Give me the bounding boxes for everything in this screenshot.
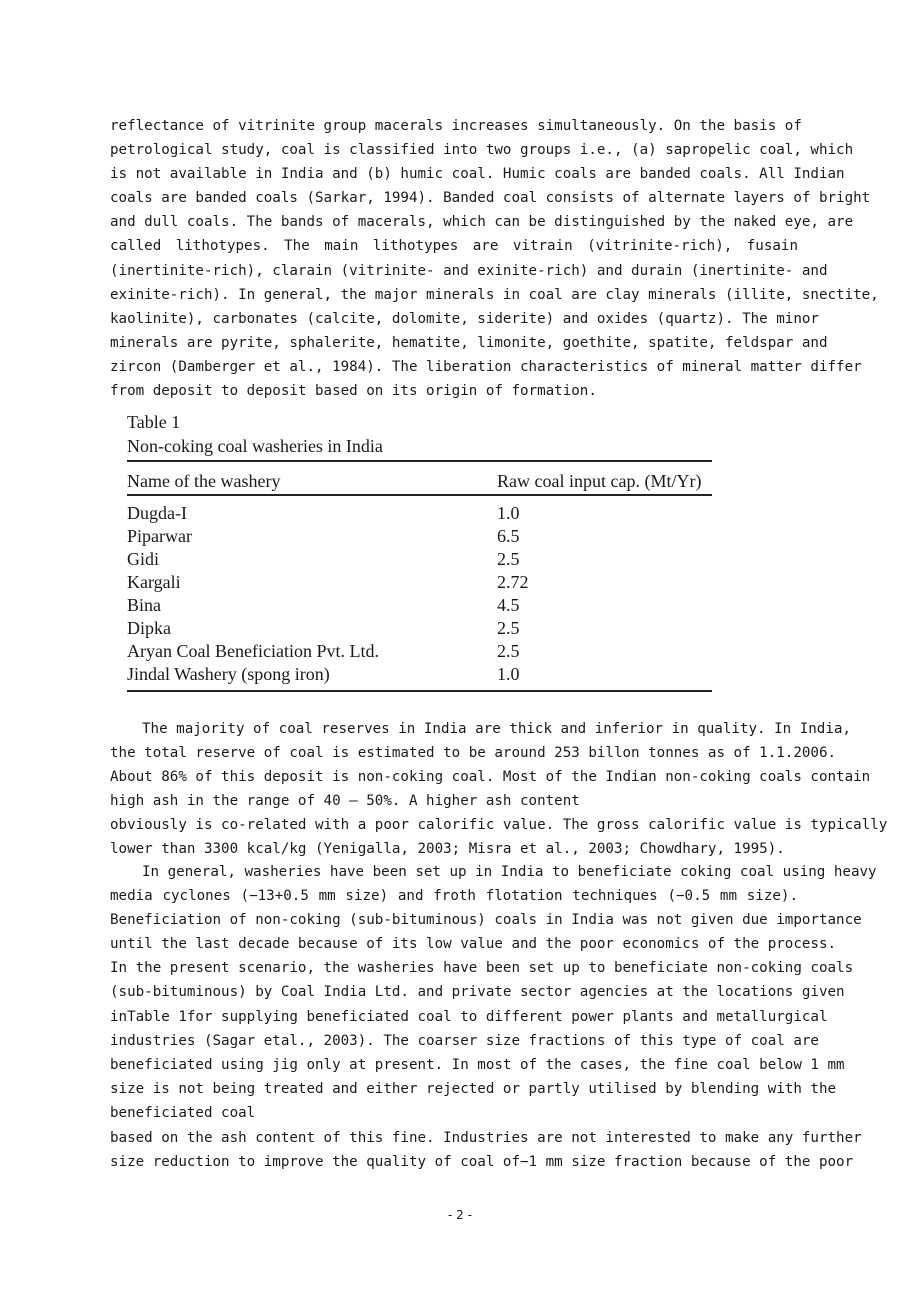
text-line: petrological study, coal is classified into two groups i.e., (a) sapropelic coal, which (110, 142, 854, 159)
text-line: (sub-bituminous) by Coal India Ltd. and private sector agencies at the locations given (110, 984, 845, 1001)
paragraph-fines (110, 1126, 862, 1174)
text-line: based on the ash content of this fine. Industries are not interested to make any further (110, 1130, 862, 1146)
text-line: In general, washeries have been set up in India to beneficiate coking coal using heavy (142, 864, 877, 880)
paragraph-washeries (110, 860, 877, 1125)
text-line: exinite-rich). In general, the major minerals in coal are clay minerals (illite, snectite, (110, 286, 879, 303)
table-header-rule (127, 494, 712, 496)
washery-capacity: 2.5 (497, 549, 520, 569)
washery-name: Jindal Washery (spong iron) (127, 664, 330, 684)
text-line: size reduction to improve the quality of coal of−1 mm size fraction because of the poor (110, 1154, 854, 1171)
text-line: Beneficiation of non-coking (sub-bituminous) coals in India was not given due importance (110, 912, 862, 929)
text-line: size is not being treated and either rejected or partly utilised by blending with the (110, 1080, 837, 1097)
table-title: Non-coking coal washeries in India (127, 436, 383, 456)
text-line: industries (Sagar etal., 2003). The coarser size fractions of this type of coal are (110, 1032, 819, 1049)
table-bottom-rule (127, 690, 712, 692)
washery-name: Kargali (127, 572, 181, 592)
table-row (127, 594, 712, 617)
washery-name: Aryan Coal Beneficiation Pvt. Ltd. (127, 641, 379, 661)
table-row (127, 571, 712, 594)
text-line: until the last decade because of its low value and the poor economics of the process. (110, 936, 837, 953)
table-row (127, 502, 712, 525)
text-line: beneficiated using jig only at present. In most of the cases, the fine coal below 1 mm (110, 1056, 845, 1073)
text-line: lower than 3300 kcal/kg (Yenigalla, 2003; Misra et al., 2003; Chowdhary, 1995). (110, 841, 785, 858)
washery-capacity: 1.0 (497, 503, 520, 523)
text-line: kaolinite), carbonates (calcite, dolomite, siderite) and oxides (quartz). The minor (110, 310, 819, 327)
page-number: - 2 - (448, 1208, 472, 1222)
table-row (127, 617, 712, 640)
washery-name: Dugda-I (127, 503, 187, 523)
text-line: and dull coals. The bands of macerals, which can be distinguished by the naked eye, are (110, 214, 854, 231)
table-label: Table 1 (127, 412, 181, 432)
table-row (127, 525, 712, 548)
text-line: from deposit to deposit based on its origin of formation. (110, 383, 597, 400)
text-line: In the present scenario, the washeries have been set up to beneficiate non-coking coals (110, 960, 854, 977)
text-line: high ash in the range of 40 – 50%. A higher ash content (110, 793, 580, 810)
text-line: obviously is co-related with a poor calorific value. The gross calorific value is typically (110, 817, 888, 834)
table-body (127, 502, 712, 686)
table-top-rule (127, 460, 712, 462)
text-line: About 86% of this deposit is non-coking coal. Most of the Indian non-coking coals contain (110, 769, 871, 786)
text-line: beneficiated coal (110, 1104, 256, 1121)
washery-name: Gidi (127, 549, 160, 569)
column-header-capacity: Raw coal input cap. (Mt/Yr) (497, 471, 702, 491)
washery-name: Piparwar (127, 526, 192, 546)
washery-name: Bina (127, 595, 161, 615)
paragraph-reserves (110, 717, 888, 862)
text-line: inTable 1for supplying beneficiated coal to different power plants and metallurgical (110, 1008, 828, 1025)
washery-capacity: 2.72 (497, 572, 529, 592)
washery-capacity: 2.5 (497, 641, 520, 661)
text-line: reflectance of vitrinite group macerals increases simultaneously. On the basis of (110, 118, 802, 134)
column-header-name: Name of the washery (127, 471, 281, 491)
text-line: (inertinite-rich), clarain (vitrinite- and exinite-rich) and durain (inertinite- and (110, 262, 828, 279)
text-line: minerals are pyrite, sphalerite, hematite, limonite, goethite, spatite, feldspar and (110, 334, 828, 351)
paragraph-lithotypes (110, 114, 879, 403)
text-line: is not available in India and (b) humic coal. Humic coals are banded coals. All Indian (110, 166, 845, 183)
text-line: media cyclones (−13+0.5 mm size) and froth flotation techniques (−0.5 mm size). (110, 888, 798, 905)
washery-capacity: 2.5 (497, 618, 520, 638)
table-row (127, 663, 712, 686)
washery-capacity: 1.0 (497, 664, 520, 684)
text-line: the total reserve of coal is estimated to be around 253 billon tonnes as of 1.1.2006. (110, 745, 837, 762)
washery-name: Dipka (127, 618, 171, 638)
text-line: zircon (Damberger et al., 1984). The liberation characteristics of mineral matter differ (110, 358, 862, 375)
washery-capacity: 6.5 (497, 526, 520, 546)
text-line: coals are banded coals (Sarkar, 1994). Banded coal consists of alternate layers of bright (110, 190, 871, 207)
text-line: called lithotypes. The main lithotypes are vitrain (vitrinite-rich), fusain (110, 238, 798, 255)
washery-capacity: 4.5 (497, 595, 520, 615)
table-header (127, 468, 712, 494)
text-line: The majority of coal reserves in India are thick and inferior in quality. In India, (142, 721, 851, 737)
table-row (127, 548, 712, 571)
table-row (127, 640, 712, 663)
